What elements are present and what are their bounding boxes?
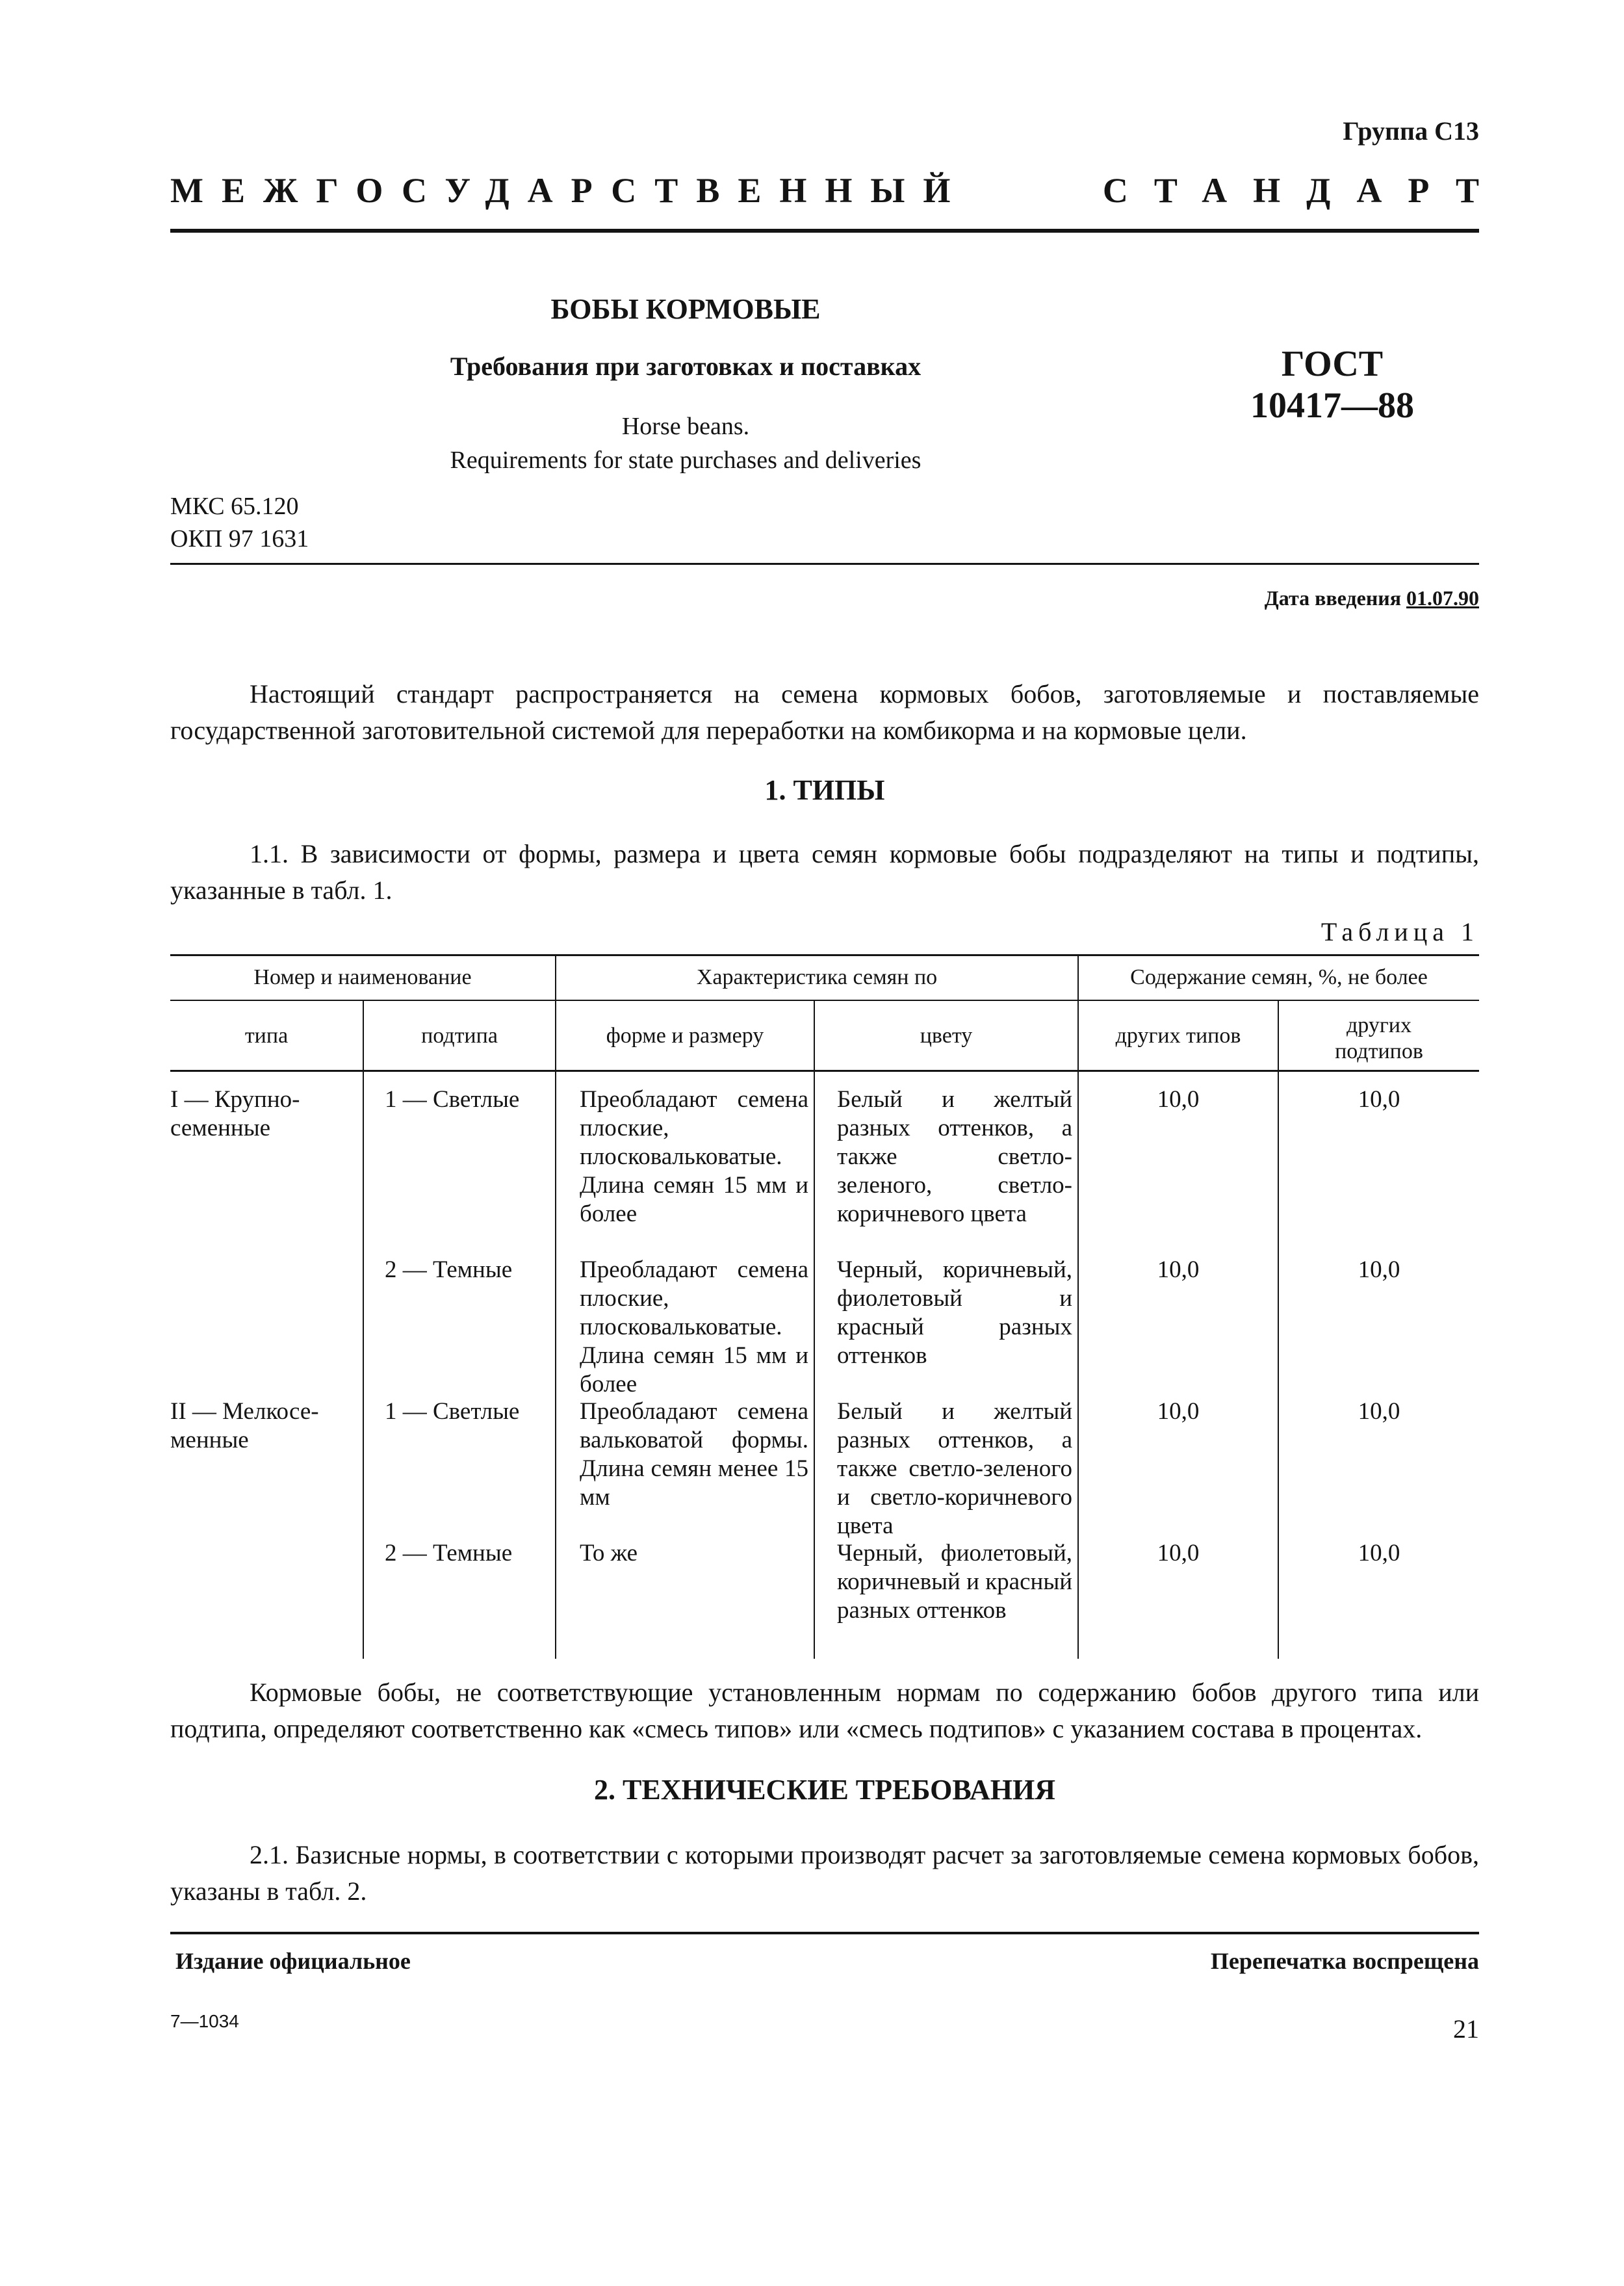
row2-other-subtypes: 10,0 [1358, 1256, 1400, 1283]
footer-reprint-prohibited: Перепечатка воспрещена [1210, 1948, 1479, 1974]
row3-other-subtypes: 10,0 [1358, 1398, 1400, 1425]
intro-date [1265, 586, 1479, 610]
standard-banner [170, 170, 1505, 211]
row2-other-types: 10,0 [1157, 1256, 1200, 1283]
page-number: 21 [1453, 2014, 1479, 2044]
gost-number: 10417—88 [1250, 385, 1414, 426]
row4-other-subtypes: 10,0 [1358, 1540, 1400, 1566]
row1-other-types: 10,0 [1157, 1086, 1200, 1113]
th-color: цвету [920, 1024, 973, 1048]
row3-other-types: 10,0 [1157, 1398, 1200, 1425]
standard-banner-left: МЕЖГОСУДАРСТВЕННЫЙ [170, 171, 969, 210]
table-rule-header-2 [170, 1070, 1479, 1072]
row2-subtype: 2 — Темные [385, 1256, 513, 1283]
gost-label: ГОСТ [1281, 344, 1384, 384]
th-other-types: других типов [1115, 1024, 1241, 1048]
row3-shape: Преобладают семена вальковатой формы. Длина семян менее 15 мм [580, 1398, 808, 1511]
row2-color: Черный, коричневый, фиолетовый и красный разных оттенков [837, 1256, 1072, 1369]
okp-code: ОКП 97 1631 [170, 525, 309, 552]
th-other-subtypes: других подтипов [1335, 1013, 1423, 1063]
type-cell-1: I — Крупно-семенные [170, 1086, 300, 1141]
standard-banner-right: СТАНДАРТ [1102, 171, 1505, 210]
section2-heading: 2. ТЕХНИЧЕСКИЕ ТРЕБОВАНИЯ [594, 1774, 1055, 1806]
th-group-characteristics: Характеристика семян по [696, 965, 938, 989]
table-vrule-3 [814, 1001, 815, 1659]
footer-rule [170, 1932, 1479, 1934]
row3-subtype: 1 — Светлые [385, 1398, 520, 1425]
table1-caption: Таблица 1 [1321, 917, 1479, 946]
row4-color: Черный, фиолетовый, коричневый и красный разных оттенков [837, 1540, 1072, 1624]
doc-subtitle: Требования при заготовках и поставках [450, 352, 922, 381]
intro-paragraph: Настоящий стандарт распространяется на семена кормовых бобов, заготовляемые и поставляемые государственной заготовительной системой для переработки на комбикорма и на кормовые цели. [170, 679, 1479, 745]
row4-shape: То же [580, 1540, 638, 1566]
table-vrule-1 [363, 1001, 364, 1659]
th-shape: форме и размеру [606, 1024, 764, 1048]
row1-color: Белый и желтый разных оттенков, а также светло-зеленого, светло-коричневого цвета [837, 1086, 1072, 1227]
type-cell-2: II — Мелкосе-менные [170, 1398, 319, 1453]
table-rule-top [170, 954, 1479, 956]
intro-date-label: Дата введения [1264, 586, 1401, 610]
row1-shape: Преобладают семена плоские, плосковальковатые. Длина семян 15 мм и более [580, 1086, 808, 1227]
row1-other-subtypes: 10,0 [1358, 1086, 1400, 1113]
section1-heading: 1. ТИПЫ [764, 774, 885, 806]
doc-english-title [351, 409, 1020, 477]
group-label: Группа С13 [1343, 116, 1479, 146]
classification-codes [170, 490, 309, 555]
th-group-content: Содержание семян, %, не более [1130, 965, 1428, 989]
table-rule-header-1 [170, 1000, 1479, 1001]
gost-code [1222, 343, 1443, 426]
header-rule [170, 229, 1479, 233]
th-subtype: подтипа [421, 1024, 498, 1048]
th-type: типа [244, 1024, 289, 1048]
title-rule [170, 563, 1479, 565]
section2-paragraph: 2.1. Базисные нормы, в соответствии с которыми производят расчет за заготовляемые семена кормовых бобов, указаны в табл. 2. [170, 1840, 1479, 1906]
section1-paragraph: 1.1. В зависимости от формы, размера и цвета семян кормовые бобы подразделяют на типы и подтипы, указанные в табл. 1. [170, 839, 1479, 905]
doc-title: БОБЫ КОРМОВЫЕ [550, 293, 821, 325]
row1-subtype: 1 — Светлые [385, 1086, 520, 1113]
row2-shape: Преобладают семена плоские, плосковальковатые. Длина семян 15 мм и более [580, 1256, 808, 1397]
mks-code: МКС 65.120 [170, 493, 299, 520]
table-vrule-2 [555, 954, 556, 1659]
english-line-2: Requirements for state purchases and deliveries [450, 447, 922, 474]
row4-subtype: 2 — Темные [385, 1540, 513, 1566]
intro-date-value: 01.07.90 [1406, 586, 1479, 610]
row4-other-types: 10,0 [1157, 1540, 1200, 1566]
th-group-number-name: Номер и наименование [253, 965, 472, 989]
after-table-paragraph: Кормовые бобы, не соответствующие установленным нормам по содержанию бобов другого типа или подтипа, определяют соответственно как «смесь типов» или «смесь подтипов» с указанием состава в процентах. [170, 1678, 1479, 1743]
footer-official-edition: Издание официальное [175, 1948, 411, 1974]
table1 [170, 954, 1479, 1659]
print-code: 7—1034 [170, 2011, 239, 2031]
row3-color: Белый и желтый разных оттенков, а также светло-зеленого и светло-коричневого цвета [837, 1398, 1072, 1539]
english-line-1: Horse beans. [621, 413, 750, 440]
